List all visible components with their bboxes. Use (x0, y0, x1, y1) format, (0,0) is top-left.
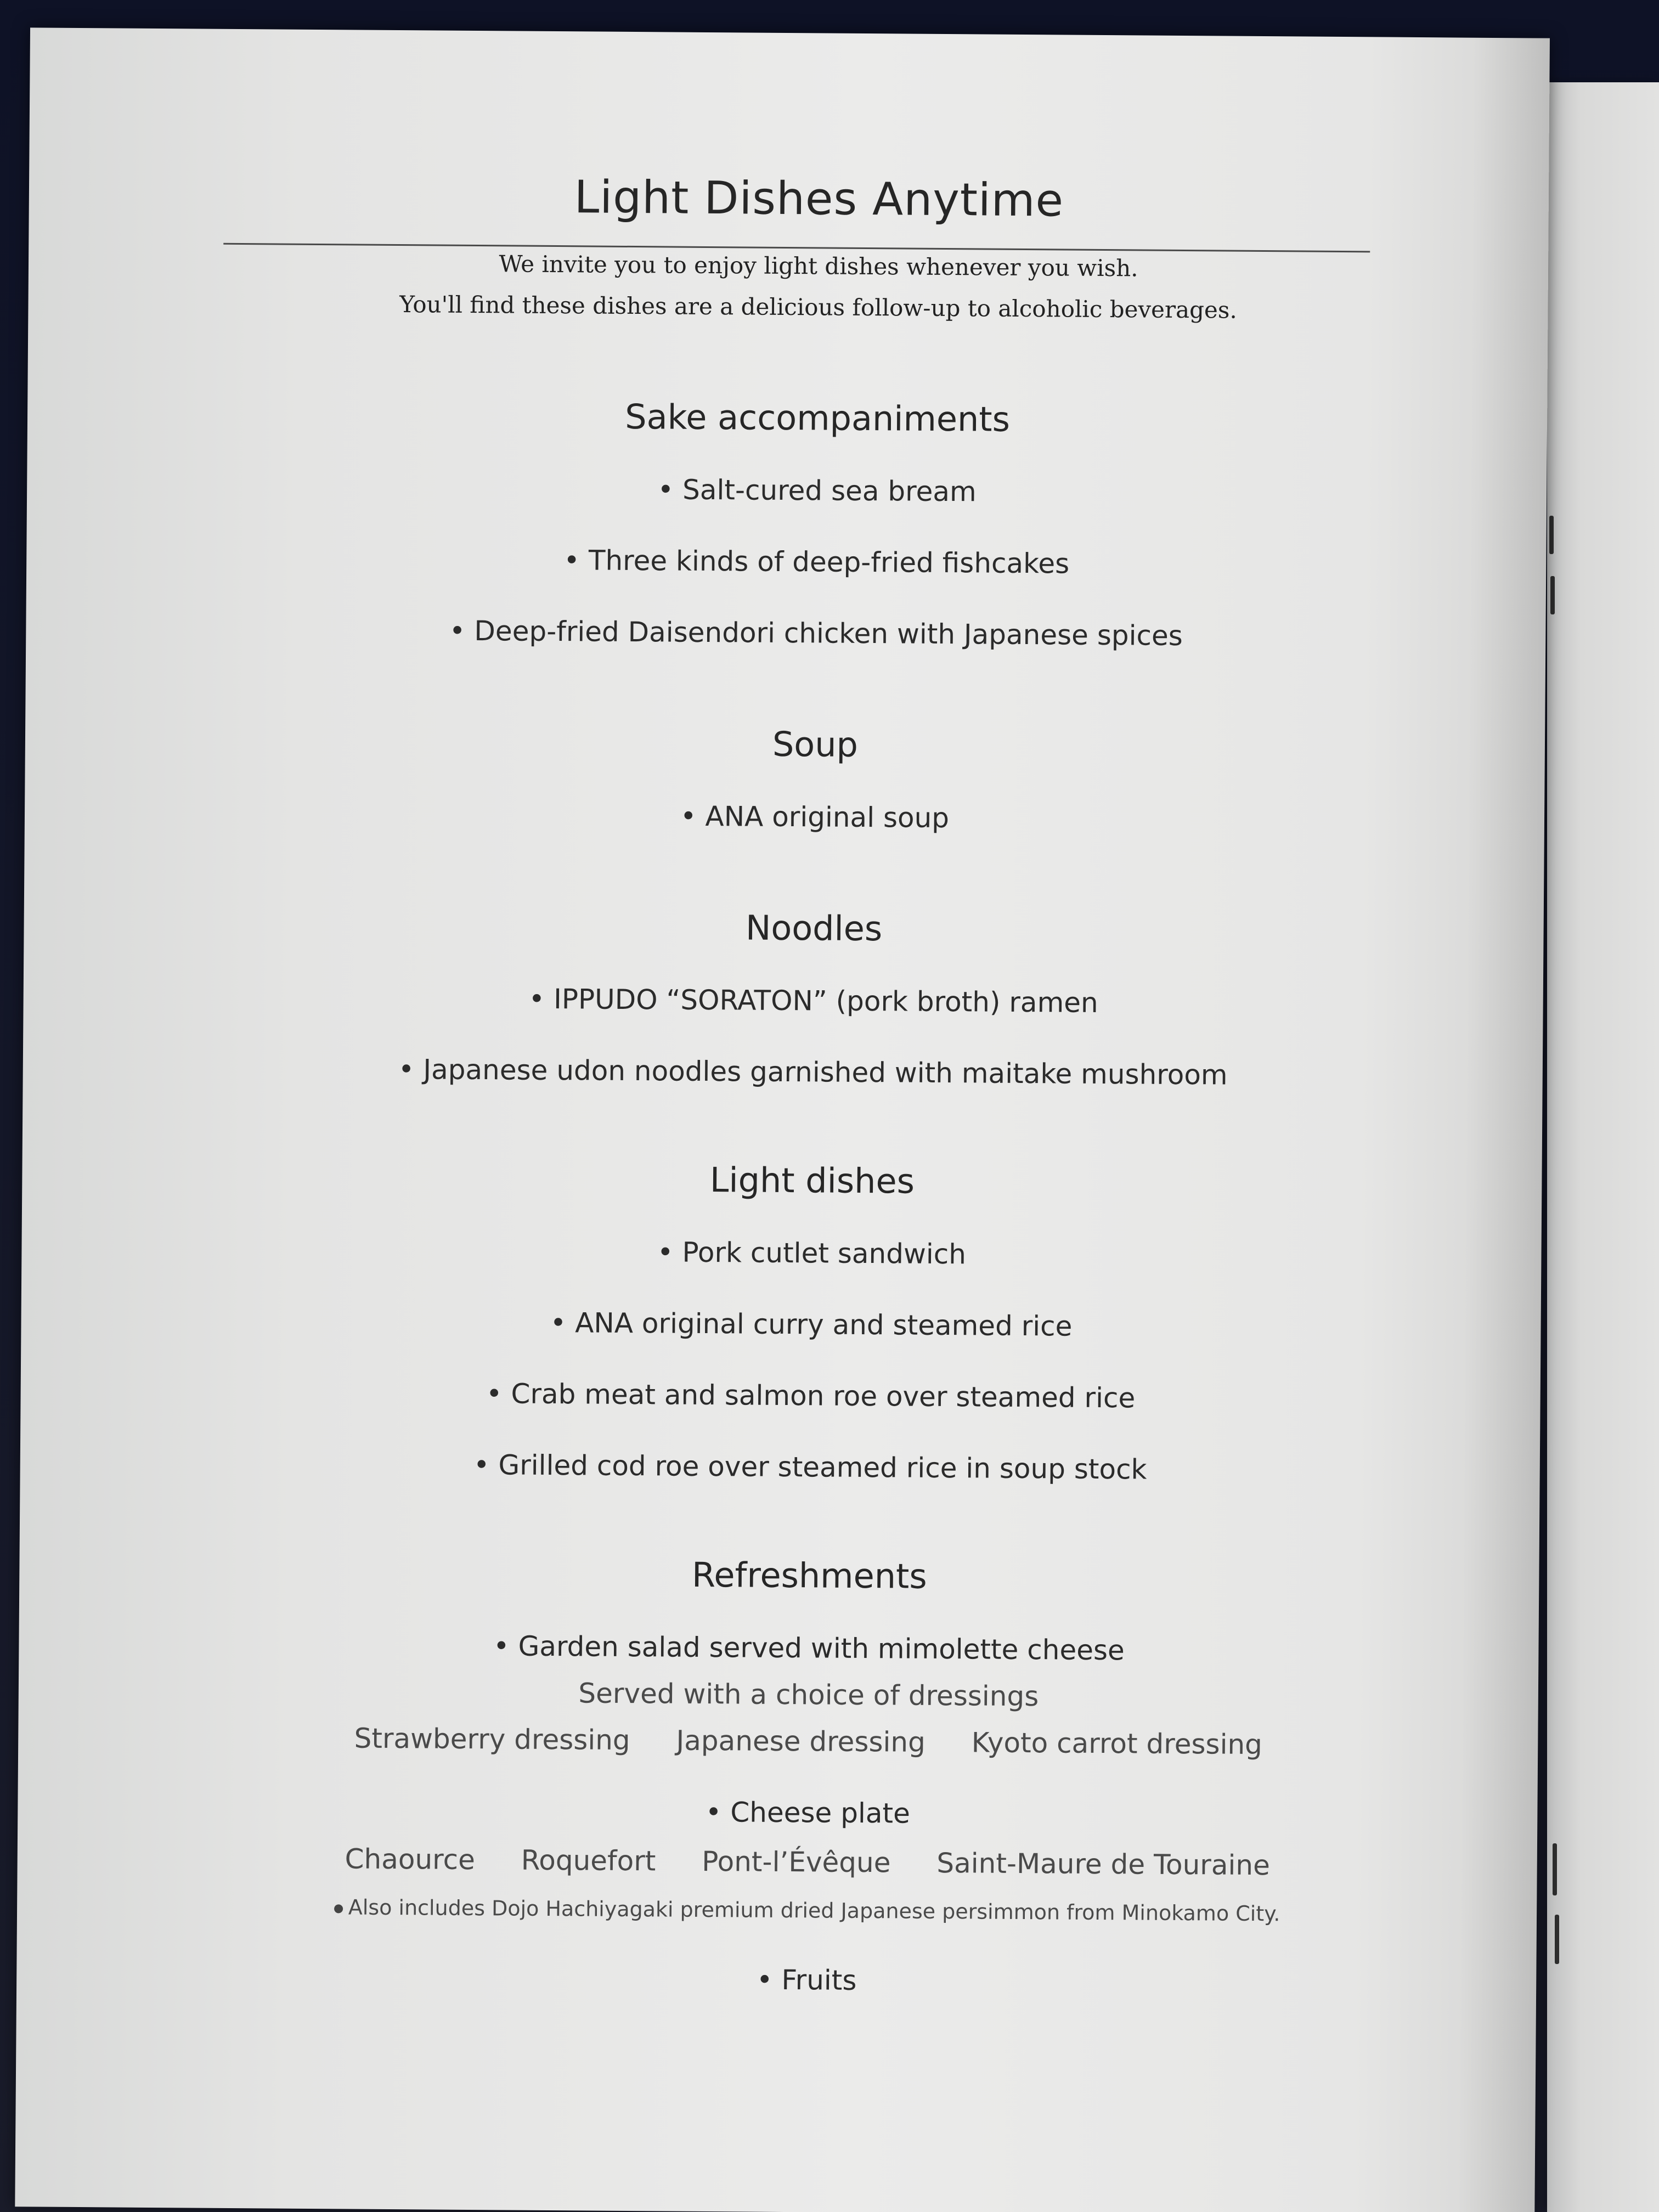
bullet: • (550, 1307, 567, 1339)
menu-item-label: Salt-cured sea bream (682, 473, 977, 508)
bullet: • (473, 1449, 490, 1481)
cheese-options (18, 1841, 1598, 1883)
menu-item-label: Fruits (781, 1963, 857, 1996)
dressing-option: Strawberry dressing (354, 1722, 630, 1757)
menu-item-fruits (16, 1959, 1596, 2001)
note-dot-icon (334, 1904, 343, 1913)
dressing-option: Kyoto carrot dressing (971, 1726, 1263, 1761)
page-title: Light Dishes Anytime (574, 171, 1064, 227)
bullet: • (398, 1053, 415, 1086)
section-title-soup: Soup (772, 724, 859, 765)
bullet: • (528, 983, 545, 1015)
section-title-refreshments: Refreshments (691, 1554, 927, 1596)
menu-item (26, 612, 1606, 654)
bullet: • (680, 800, 697, 832)
cheese-option: Chaource (345, 1843, 476, 1876)
menu-item-label: ANA original soup (705, 800, 950, 834)
menu-item-label: Japanese udon noodles garnished with maitake mushroom (423, 1053, 1228, 1091)
bullet: • (756, 1963, 773, 1996)
intro-line-2: You'll find these dishes are a delicious follow-up to alcoholic beverages. (399, 291, 1237, 324)
menu-item (25, 795, 1605, 838)
bullet: • (449, 614, 466, 647)
menu-item (20, 1374, 1600, 1417)
menu-item (26, 540, 1606, 583)
menu-item-label: Three kinds of deep-fried fishcakes (588, 544, 1070, 580)
menu-item-label: Crab meat and salmon roe over steamed rice (511, 1378, 1136, 1414)
bullet: • (486, 1378, 503, 1410)
menu-item-cheese (18, 1791, 1598, 1834)
cheese-option: Roquefort (521, 1844, 656, 1877)
cheese-option: Pont-l’Évêque (702, 1845, 891, 1879)
menu-item (24, 979, 1604, 1022)
section-title-noodles: Noodles (745, 907, 883, 949)
dressing-options (18, 1720, 1598, 1763)
bullet: • (493, 1630, 510, 1662)
cheese-option: Saint-Maure de Touraine (936, 1847, 1271, 1882)
menu-item (21, 1232, 1601, 1274)
menu-item-salad (19, 1627, 1599, 1669)
menu-page (15, 27, 1550, 2212)
cheese-note (17, 1893, 1597, 1928)
menu-item-label: ANA original curry and steamed rice (575, 1307, 1073, 1342)
menu-item-label: Grilled cod roe over steamed rice in soup stock (498, 1449, 1147, 1486)
menu-item-label: IPPUDO “SORATON” (pork broth) ramen (553, 983, 1098, 1019)
cheese-note-text: Also includes Dojo Hachiyagaki premium dried Japanese persimmon from Minokamo City. (348, 1895, 1280, 1926)
bullet: • (657, 473, 674, 506)
menu-item-label: Cheese plate (730, 1796, 911, 1830)
menu-item (21, 1303, 1601, 1346)
menu-item (20, 1446, 1600, 1488)
dressing-option: Japanese dressing (676, 1724, 926, 1758)
menu-item-label: Garden salad served with mimolette cheese (518, 1630, 1125, 1667)
section-title-light-dishes: Light dishes (709, 1160, 915, 1201)
bullet: • (657, 1236, 674, 1268)
menu-content (15, 27, 1550, 2212)
binding-mark (1549, 516, 1554, 554)
salad-subtitle: Served with a choice of dressings (578, 1677, 1039, 1713)
section-title-sake: Sake accompaniments (624, 396, 1011, 439)
menu-item-label: Deep-fried Daisendori chicken with Japanese spices (474, 615, 1183, 652)
adjacent-page (1547, 82, 1659, 2212)
intro-line-1: We invite you to enjoy light dishes whenever you wish. (499, 250, 1138, 282)
menu-item (27, 469, 1607, 512)
bullet: • (563, 544, 580, 577)
menu-item (23, 1051, 1603, 1093)
menu-item-label: Pork cutlet sandwich (682, 1236, 967, 1271)
bullet: • (705, 1796, 722, 1829)
